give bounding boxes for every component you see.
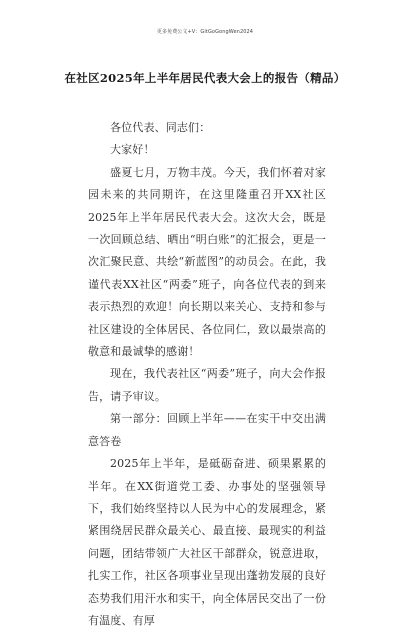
salutation-paragraph: 各位代表、同志们：: [110, 121, 211, 134]
opening-paragraph: 盛夏七月，万物丰茂。今天，我们怀着对家园未来的共同期许，在这里隆重召开XX社区2025年上半年居民代表大会。这次大会，既是一次回顾总结、晒出“明白账”的汇报会，更是一次汇聚民意、共绘“新蓝图”的动员会。在此，我谨代表XX社区“两委”班子，向各位代表的到来表示热烈的欢迎！向长期以来关心、支持和参与社区建设的全体居民、各位同仁，致以最崇高的敬意和最诚挚的感谢！: [88, 165, 326, 359]
greeting-paragraph: 大家好！: [110, 143, 155, 157]
review-paragraph: 2025年上半年，是砥砺奋进、硕果累累的半年。在XX街道党工委、办事处的坚强领导下，我们始终坚持以人民为中心的发展理念，紧紧围绕居民群众最关心、最直接、最现实的利益问题，团结带领广大社区干部群众，锐意进取，扎实工作，社区各项事业呈现出蓬勃发展的良好态势我们用汗水和实干，向全体居民交出了一份有温度、有厚: [88, 457, 326, 627]
document-body: [88, 117, 326, 632]
document-title: 在社区2025年上半年居民代表大会上的报告（精品）: [64, 71, 346, 85]
section-heading-paragraph: 第一部分：回顾上半年——在实干中交出满意答卷: [88, 412, 326, 448]
report-intro-paragraph: 现在，我代表社区“两委”班子，向大会作报告，请予审议。: [88, 367, 326, 403]
header-note: 更多免费公文+V：GitGoGongWen2024: [156, 29, 254, 35]
